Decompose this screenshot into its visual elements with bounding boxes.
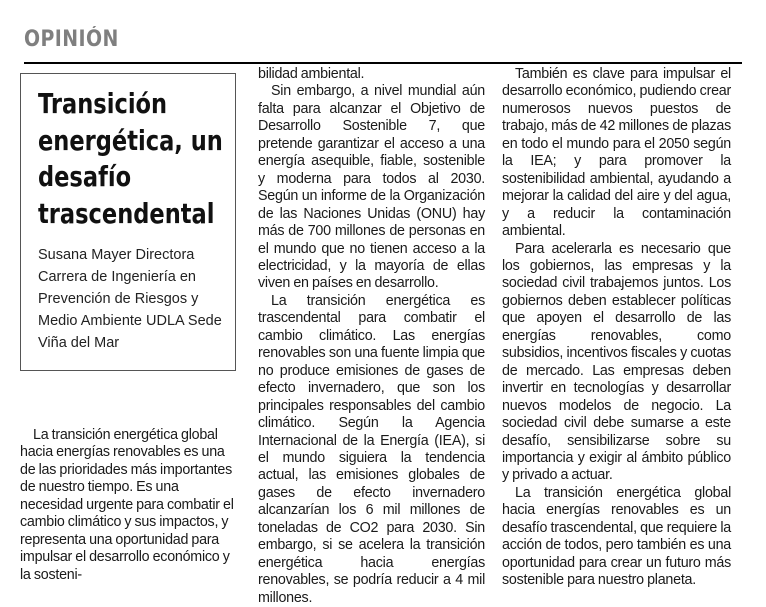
article-column-1 [20, 427, 240, 584]
section-rule [24, 62, 742, 64]
article-column-3 [502, 66, 731, 590]
paragraph-5: Para acelerarla es necesario que los gobiernos, las empresas y la sociedad civil trabajemos juntos. Los gobiernos deben establecer políticas que apoyen el desarrollo de las energías renovables, como subsidios, incentivos fiscales y cuotas de mercado. Las empresas deben invertir en tecnologías y desarrollar nuevos modelos de negocio. La sociedad civil debe sumarse a este desafío, sensibilizarse sobre su importancia y exigir al ámbito público y privado a actuar. [502, 240, 731, 484]
paragraph-1: La transición energética global hacia energías renovables es una de las prioridades más importantes de nuestro tiempo. Es una necesidad urgente para combatir el cambio climático y sus impactos, y representa una oportunidad para impulsar el desarrollo económico y la sosteni- [20, 427, 234, 583]
article-column-2 [258, 66, 485, 607]
article-headline: Transición energética, un desafío trascendental [38, 88, 223, 230]
paragraph-6: La transición energética global hacia energías renovables es un desafío trascendental, que requiere la acción de todos, pero también es una oportunidad para crear un futuro más sostenible para nuestro planeta. [502, 484, 731, 589]
paragraph-2: Sin embargo, a nivel mundial aún falta para alcanzar el Objetivo de Desarrollo Sostenible 7, que pretende garantizar el acceso a una energía asequible, fiable, sostenible y moderna para todos al 2030. Según un informe de la Organización de las Naciones Unidas (ONU) hay más de 700 millones de personas en el mundo que no tienen acceso a la electricidad, y la mayoría de ellas viven en países en desarrollo. [258, 83, 485, 292]
section-label: OPINIÓN [24, 27, 119, 52]
paragraph-1-continued: bilidad ambiental. [258, 66, 365, 82]
paragraph-3: La transición energética es trascendental para combatir el cambio climático. Las energías renovables son una fuente limpia que no produce emisiones de gases de efecto invernadero, que son los principales responsables del cambio climático. Según la Agencia Internacional de la Energía (IEA), si el mundo siguiera la tendencia actual, las emisiones globales de gases de efecto invernadero alcanzarían los 6 mil millones de toneladas de CO2 para 2030. Sin embargo, si se acelera la transición energética hacia energías renovables, se podría reducir a 4 mil millones. [258, 292, 485, 606]
paragraph-4: También es clave para impulsar el desarrollo económico, pudiendo crear numerosos nuevos puestos de trabajo, más de 42 millones de plazas en todo el mundo para el 2050 según la IEA; y para promover la sostenibilidad ambiental, ayudando a mejorar la calidad del aire y del agua, y a reducir la contaminación ambiental. [502, 66, 731, 240]
author-byline: Susana Mayer Directora Carrera de Ingeniería en Prevención de Riesgos y Medio Ambiente UDLA Sede Viña del Mar [38, 247, 222, 351]
